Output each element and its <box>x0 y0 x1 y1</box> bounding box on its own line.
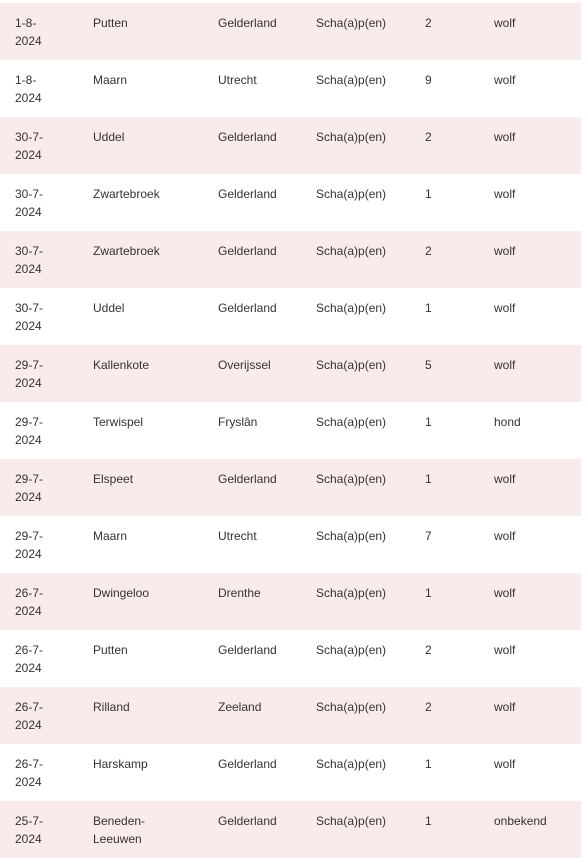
cell-animal-type-text: Scha(a)p(en) <box>316 643 387 657</box>
cell-place <box>93 117 218 174</box>
cell-cause <box>494 459 581 516</box>
cell-date-text: 26-7- 2024 <box>15 586 44 618</box>
cell-province-text: Gelderland <box>218 244 277 258</box>
cell-count <box>425 516 494 573</box>
cell-place <box>93 687 218 744</box>
cell-cause-text: onbekend <box>494 814 547 828</box>
cell-cause <box>494 516 581 573</box>
cell-count <box>425 60 494 117</box>
cell-cause <box>494 288 581 345</box>
cell-count-text: 1 <box>425 301 432 315</box>
cell-place <box>93 573 218 630</box>
cell-date <box>0 117 93 174</box>
table-row <box>0 402 581 459</box>
cell-cause <box>494 687 581 744</box>
table-row <box>0 288 581 345</box>
cell-count <box>425 402 494 459</box>
cell-province <box>218 744 316 801</box>
cell-province <box>218 117 316 174</box>
incident-table <box>0 3 581 858</box>
cell-place-text: Maarn <box>93 73 128 87</box>
cell-province-text: Gelderland <box>218 130 277 144</box>
cell-place-text: Maarn <box>93 529 128 543</box>
cell-date <box>0 288 93 345</box>
cell-place <box>93 288 218 345</box>
cell-place <box>93 231 218 288</box>
table-row <box>0 687 581 744</box>
cell-cause-text: wolf <box>494 529 516 543</box>
cell-count <box>425 630 494 687</box>
cell-province-text: Utrecht <box>218 529 257 543</box>
cell-animal-type <box>316 459 425 516</box>
cell-date <box>0 402 93 459</box>
table-row <box>0 3 581 60</box>
cell-province <box>218 288 316 345</box>
cell-animal-type <box>316 60 425 117</box>
cell-province-text: Utrecht <box>218 73 257 87</box>
cell-place-text: Zwartebroek <box>93 187 160 201</box>
cell-count <box>425 3 494 60</box>
cell-place <box>93 459 218 516</box>
cell-place-text: Rilland <box>93 700 130 714</box>
cell-province-text: Gelderland <box>218 16 277 30</box>
cell-place <box>93 630 218 687</box>
cell-province <box>218 459 316 516</box>
cell-count <box>425 288 494 345</box>
table-row <box>0 573 581 630</box>
cell-date-text: 29-7- 2024 <box>15 415 44 447</box>
cell-animal-type <box>316 345 425 402</box>
cell-count-text: 1 <box>425 757 432 771</box>
cell-animal-type-text: Scha(a)p(en) <box>316 244 387 258</box>
cell-date <box>0 516 93 573</box>
cell-place-text: Uddel <box>93 301 125 315</box>
cell-cause-text: wolf <box>494 472 516 486</box>
cell-date-text: 30-7- 2024 <box>15 301 44 333</box>
cell-place-text: Zwartebroek <box>93 244 160 258</box>
cell-province-text: Gelderland <box>218 472 277 486</box>
cell-date-text: 30-7- 2024 <box>15 130 44 162</box>
cell-province <box>218 3 316 60</box>
table-row <box>0 174 581 231</box>
cell-animal-type-text: Scha(a)p(en) <box>316 529 387 543</box>
cell-place <box>93 402 218 459</box>
cell-cause-text: wolf <box>494 73 516 87</box>
cell-animal-type-text: Scha(a)p(en) <box>316 130 387 144</box>
cell-cause <box>494 573 581 630</box>
cell-count <box>425 231 494 288</box>
cell-animal-type <box>316 687 425 744</box>
cell-animal-type-text: Scha(a)p(en) <box>316 700 387 714</box>
cell-cause <box>494 174 581 231</box>
cell-date-text: 30-7- 2024 <box>15 244 44 276</box>
cell-province-text: Gelderland <box>218 814 277 828</box>
cell-count-text: 1 <box>425 814 432 828</box>
table-row <box>0 231 581 288</box>
cell-count-text: 2 <box>425 700 432 714</box>
cell-cause <box>494 402 581 459</box>
cell-cause <box>494 231 581 288</box>
cell-place <box>93 60 218 117</box>
cell-date-text: 29-7- 2024 <box>15 358 44 390</box>
cell-cause-text: wolf <box>494 358 516 372</box>
cell-animal-type-text: Scha(a)p(en) <box>316 814 387 828</box>
cell-cause <box>494 630 581 687</box>
cell-animal-type-text: Scha(a)p(en) <box>316 415 387 429</box>
cell-count-text: 2 <box>425 130 432 144</box>
cell-count <box>425 573 494 630</box>
cell-place <box>93 801 218 858</box>
cell-cause-text: wolf <box>494 16 516 30</box>
cell-date-text: 29-7- 2024 <box>15 472 44 504</box>
cell-animal-type <box>316 288 425 345</box>
cell-count <box>425 174 494 231</box>
cell-cause-text: wolf <box>494 187 516 201</box>
cell-date-text: 25-7- 2024 <box>15 814 44 846</box>
cell-count-text: 1 <box>425 415 432 429</box>
cell-animal-type <box>316 174 425 231</box>
cell-animal-type-text: Scha(a)p(en) <box>316 358 387 372</box>
cell-count <box>425 801 494 858</box>
cell-count-text: 5 <box>425 358 432 372</box>
cell-place-text: Putten <box>93 643 128 657</box>
cell-animal-type-text: Scha(a)p(en) <box>316 472 387 486</box>
cell-date <box>0 801 93 858</box>
cell-date-text: 26-7- 2024 <box>15 643 44 675</box>
cell-place-text: Harskamp <box>93 757 148 771</box>
cell-province <box>218 60 316 117</box>
cell-place <box>93 174 218 231</box>
cell-province-text: Zeeland <box>218 700 262 714</box>
cell-date <box>0 3 93 60</box>
cell-date-text: 29-7- 2024 <box>15 529 44 561</box>
cell-cause <box>494 117 581 174</box>
cell-province-text: Drenthe <box>218 586 261 600</box>
cell-place-text: Dwingeloo <box>93 586 150 600</box>
cell-cause <box>494 345 581 402</box>
cell-province <box>218 231 316 288</box>
cell-count-text: 7 <box>425 529 432 543</box>
cell-cause-text: wolf <box>494 301 516 315</box>
cell-animal-type <box>316 117 425 174</box>
cell-province <box>218 345 316 402</box>
cell-animal-type-text: Scha(a)p(en) <box>316 16 387 30</box>
cell-animal-type <box>316 801 425 858</box>
cell-province-text: Fryslân <box>218 415 258 429</box>
cell-cause-text: wolf <box>494 130 516 144</box>
cell-place <box>93 3 218 60</box>
table-row <box>0 60 581 117</box>
cell-province-text: Gelderland <box>218 187 277 201</box>
cell-cause <box>494 801 581 858</box>
cell-place-text: Putten <box>93 16 128 30</box>
cell-province <box>218 174 316 231</box>
cell-date-text: 30-7- 2024 <box>15 187 44 219</box>
cell-cause <box>494 60 581 117</box>
cell-cause-text: wolf <box>494 757 516 771</box>
cell-animal-type <box>316 630 425 687</box>
cell-place-text: Kallenkote <box>93 358 150 372</box>
cell-province-text: Overijssel <box>218 358 271 372</box>
cell-date <box>0 60 93 117</box>
cell-count-text: 9 <box>425 73 432 87</box>
cell-animal-type-text: Scha(a)p(en) <box>316 586 387 600</box>
cell-place <box>93 345 218 402</box>
cell-date <box>0 231 93 288</box>
cell-place-text: Beneden- Leeuwen <box>93 814 146 846</box>
cell-date-text: 1-8- 2024 <box>15 73 42 105</box>
cell-province <box>218 801 316 858</box>
cell-cause-text: hond <box>494 415 521 429</box>
cell-date <box>0 687 93 744</box>
cell-cause <box>494 744 581 801</box>
cell-animal-type <box>316 3 425 60</box>
incident-table-body <box>0 3 581 858</box>
table-row <box>0 459 581 516</box>
cell-place-text: Terwispel <box>93 415 144 429</box>
incident-table-container <box>0 3 581 858</box>
cell-cause-text: wolf <box>494 643 516 657</box>
cell-date-text: 26-7- 2024 <box>15 757 44 789</box>
cell-cause <box>494 3 581 60</box>
cell-animal-type-text: Scha(a)p(en) <box>316 757 387 771</box>
cell-animal-type <box>316 744 425 801</box>
cell-animal-type <box>316 516 425 573</box>
cell-province-text: Gelderland <box>218 301 277 315</box>
table-row <box>0 744 581 801</box>
cell-animal-type <box>316 573 425 630</box>
table-row <box>0 117 581 174</box>
cell-place-text: Uddel <box>93 130 125 144</box>
cell-animal-type-text: Scha(a)p(en) <box>316 187 387 201</box>
cell-cause-text: wolf <box>494 700 516 714</box>
cell-count-text: 1 <box>425 187 432 201</box>
cell-count-text: 1 <box>425 472 432 486</box>
cell-date <box>0 345 93 402</box>
cell-date-text: 26-7- 2024 <box>15 700 44 732</box>
cell-count <box>425 744 494 801</box>
cell-date <box>0 573 93 630</box>
cell-date <box>0 174 93 231</box>
cell-count-text: 2 <box>425 16 432 30</box>
cell-cause-text: wolf <box>494 244 516 258</box>
cell-animal-type-text: Scha(a)p(en) <box>316 301 387 315</box>
cell-province <box>218 573 316 630</box>
cell-date-text: 1-8- 2024 <box>15 16 42 48</box>
cell-province-text: Gelderland <box>218 757 277 771</box>
table-row <box>0 345 581 402</box>
cell-cause-text: wolf <box>494 586 516 600</box>
cell-place-text: Elspeet <box>93 472 134 486</box>
cell-count <box>425 345 494 402</box>
cell-animal-type <box>316 231 425 288</box>
cell-province <box>218 687 316 744</box>
cell-place <box>93 516 218 573</box>
cell-count <box>425 687 494 744</box>
cell-animal-type-text: Scha(a)p(en) <box>316 73 387 87</box>
table-row <box>0 630 581 687</box>
cell-animal-type <box>316 402 425 459</box>
cell-province-text: Gelderland <box>218 643 277 657</box>
cell-count-text: 1 <box>425 586 432 600</box>
cell-count <box>425 459 494 516</box>
cell-date <box>0 744 93 801</box>
table-row <box>0 801 581 858</box>
cell-count <box>425 117 494 174</box>
cell-province <box>218 516 316 573</box>
cell-count-text: 2 <box>425 244 432 258</box>
cell-date <box>0 459 93 516</box>
cell-date <box>0 630 93 687</box>
cell-province <box>218 630 316 687</box>
cell-count-text: 2 <box>425 643 432 657</box>
cell-place <box>93 744 218 801</box>
cell-province <box>218 402 316 459</box>
table-row <box>0 516 581 573</box>
